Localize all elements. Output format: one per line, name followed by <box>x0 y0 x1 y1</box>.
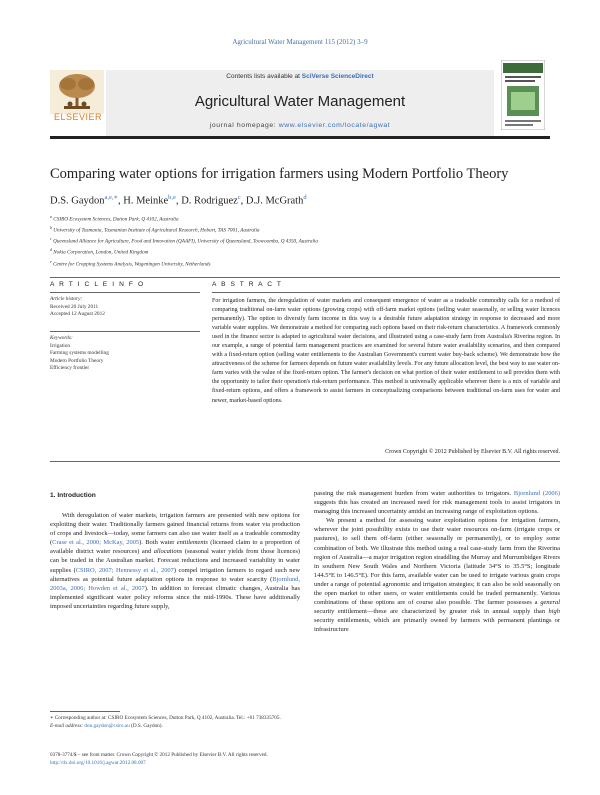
affiliation-item: $^a$ CSIRO Ecosystem Sciences, Dutton Park, Q 4102, Australia <box>50 214 179 223</box>
article-history <box>50 296 200 319</box>
keyword-item: Modern Portfolio Theory <box>50 357 104 364</box>
author-name[interactable]: D.J. McGrath <box>245 195 304 207</box>
author-affiliation-marker[interactable]: d <box>303 194 307 201</box>
author-name[interactable]: H. Meinke <box>123 195 169 207</box>
corresponding-author-footnote <box>50 715 300 730</box>
citation-link[interactable]: Bjornlund, 2003a, 2006; Howden et al., 2007 <box>50 575 300 592</box>
citation-link[interactable]: Crase et al., 2000; McKay, 2005 <box>52 539 140 547</box>
keywords-label: Keywords: <box>50 335 73 341</box>
issn-line: 0378-3774/$ – see front matter. Crown Copyright © 2012 Published by Elsevier B.V. All rights reserved. <box>50 752 268 758</box>
journal-title: Agricultural Water Management <box>194 93 406 110</box>
history-label: Article history: <box>50 296 83 302</box>
intro-left-column <box>50 511 300 611</box>
accepted-date: Accepted 12 August 2012 <box>50 311 105 317</box>
email-link[interactable]: don.gaydon@csiro.au <box>84 722 130 729</box>
abstract-heading: A B S T R A C T <box>212 281 283 288</box>
abstract-rule <box>212 292 560 293</box>
intro-paragraph: passing the risk management burden from water authorities to irrigators. Bjornlund (2006) suggests this has created an increased need for risk management tools to assist irrigators in managing this increased uncertainty amidst an increasing range of exploitation options. <box>314 490 560 516</box>
keyword-item: Irrigation <box>50 342 71 349</box>
journal-citation: Agricultural Water Management 115 (2012) 3–9 <box>232 38 368 46</box>
masthead-rule <box>50 136 550 139</box>
intro-paragraph: With deregulation of water markets, irrigation farmers are presented with new options for exploiting their water. Traditionally farmers gained financial returns from water via production of crops and livestock—today, some farmers can also use water itself as a tradeable commodity (Crase et al., 2000; McKay, 2005). Both water entitlements (licensed claim to a proportion of available district water resources) and allocations (seasonal water yields from those licences) can be traded in the Australian market. Forecast reductions and increased variability in water supplies (CSIRO, 2007; Hennessy et al., 2007) compel irrigation farmers to regard such new alternatives as potential future adaptation options in response to water scarcity (Bjornlund, 2003a, 2006; Howden et al., 2007). In addition to forecast climatic changes, Australia has implemented significant water policy reforms since the mid-1990s. These have additionally imposed uncertainties regarding future supply, <box>50 512 301 610</box>
homepage-label: journal homepage: <box>209 122 279 129</box>
citation-link[interactable]: Bjornlund (2006) <box>513 490 560 497</box>
author-name[interactable]: D.S. Gaydon <box>50 195 105 207</box>
author-list: D.S. Gaydon$^{a,e,∗}$, H. Meinke$^{b,e}$, D. Rodriguez$^c$, D.J. McGrath$^d$ <box>50 194 307 207</box>
affiliation-item: $^b$ University of Tasmania, Tasmanian Institute of Agricultural Research, Hobart, TAS 7001, Australia <box>50 225 260 234</box>
section-divider <box>50 277 560 278</box>
journal-masthead <box>50 56 550 136</box>
affiliation-list <box>50 213 560 269</box>
contents-availability <box>106 73 494 80</box>
author-affiliation-marker[interactable]: a,e,∗ <box>104 194 118 201</box>
elsevier-tree-logo <box>50 70 104 136</box>
article-title: Comparing water options for irrigation farmers using Modern Portfolio Theory <box>50 166 509 182</box>
homepage-link[interactable]: www.elsevier.com/locate/agwat <box>278 122 391 129</box>
intro-right-column <box>314 489 560 635</box>
section-divider <box>50 461 560 462</box>
author-affiliation-marker[interactable]: c <box>237 194 241 201</box>
affiliation-item: $^e$ Centre for Cropping Systems Analysis, Wageningen University, Netherlands <box>50 258 211 268</box>
citation-link[interactable]: CSIRO, 2007; Hennessy et al., 2007 <box>75 566 174 574</box>
affiliation-item: $^c$ Queensland Alliance for Agriculture, Food and Innovation (QAAFI), University of Queensland, Toowoomba, Q 4350, Australia <box>50 236 318 246</box>
author-affiliation-marker[interactable]: b,e <box>168 194 176 201</box>
received-date: Received 20 July 2011 <box>50 303 99 310</box>
article-info-heading: A R T I C L E I N F O <box>50 281 145 288</box>
keyword-item: Farming systems modelling <box>50 350 109 356</box>
page-footer <box>50 752 350 767</box>
author-email: E-mail address: don.gaydon@csiro.au (D.S. Gaydon). <box>50 722 163 729</box>
abstract-body: For irrigation farmers, the deregulation of water markets and consequent emergence of water as a tradeable commodity calls for a method of comparing traditional on-farm water options (growing crops) with off-farm market options (selling water seasonally, or selling water licences permanently). The option to diversify farm income in this way is a desirable future adaptation strategy in response to decreased and more variable water supplies. We demonstrate a method for comparing such options based on their risk-return characteristics. A framework commonly used in the finance sector is adapted to agricultural water decisions, and illustrated using a case-study farm from Australia's Riverina region. In our example, a range of potential farm management practices are examined for several future water availability scenarios, and then compared with a fixed-return option (selling water entitlements to the Australian Government's current water buy-back scheme). We demonstrate how the attractiveness of the scheme for farmers depends on future water availability levels. For any future allocation level, the best way to use water on-farm varies with the value of the fixed-return option. The farmer's decision on what portion of their water entitlement to sell provides them with the opportunity to tailor their operation's risk-return performance. This method is universally applicable wherever there is a mix of variable and fixed-return options, and offers a framework to assist farmers in conceptualizing comparisons between traditional on-farm uses for water and newer, market-based options. <box>212 298 560 404</box>
contents-prefix: Contents lists available at <box>226 73 302 80</box>
journal-homepage <box>106 122 494 129</box>
sciencedirect-link[interactable]: SciVerse ScienceDirect <box>301 73 374 80</box>
keyword-item: Efficiency frontier <box>50 365 90 371</box>
keywords-rule <box>50 331 200 332</box>
copyright-notice: Crown Copyright © 2012 Published by Elsevier B.V. All rights reserved. <box>385 449 560 455</box>
corresponding-author: ∗ Corresponding author at: CSIRO Ecosystem Sciences, Dutton Park, Q 4102, Australia. Tel.: +61 738335705. <box>50 715 281 721</box>
publisher-name: ELSEVIER <box>53 112 103 122</box>
affiliation-item: $^d$ Nokia Corporation, London, United Kingdom <box>50 247 149 257</box>
journal-cover-thumbnail <box>501 60 545 130</box>
keywords-block <box>50 335 200 373</box>
footnote-rule <box>50 711 120 712</box>
introduction-heading: 1. Introduction <box>50 492 96 499</box>
article-info-rule <box>50 292 200 293</box>
doi-link[interactable]: http://dx.doi.org/10.1016/j.agwat.2012.08.007 <box>50 759 146 766</box>
author-name[interactable]: D. Rodriguez <box>181 195 238 207</box>
intro-paragraph: We present a method for assessing water exploitation options for irrigation farmers, wherever the joint possibility exists to use their water resources on-farm (irrigate crops or pastures), to sell them off-farm (either seasonally or permanently), or to employ some combination of both. We illustrate this method using a real case-study farm from the Riverina region of Australia—a major irrigation region straddling the Murray and Murrumbidgee Rivers in southern New South Wales and Northern Victoria (latitude 34°S to 35.5°S; longitude 144.5°E to 146.5°E). For this farm, available water can be used to irrigate various grain crops under a range of potential agronomic and irrigation strategies; it can also be sold seasonally on the open market to other users, or water entitlements could be traded permanently. Various combinations of these options are of course also possible. The farmer possesses a general security entitlement—these are characterized by greater risk in annual supply than high security entitlements, which are primarily owned by farmers with permanent plantings or infrastructure <box>314 517 560 634</box>
